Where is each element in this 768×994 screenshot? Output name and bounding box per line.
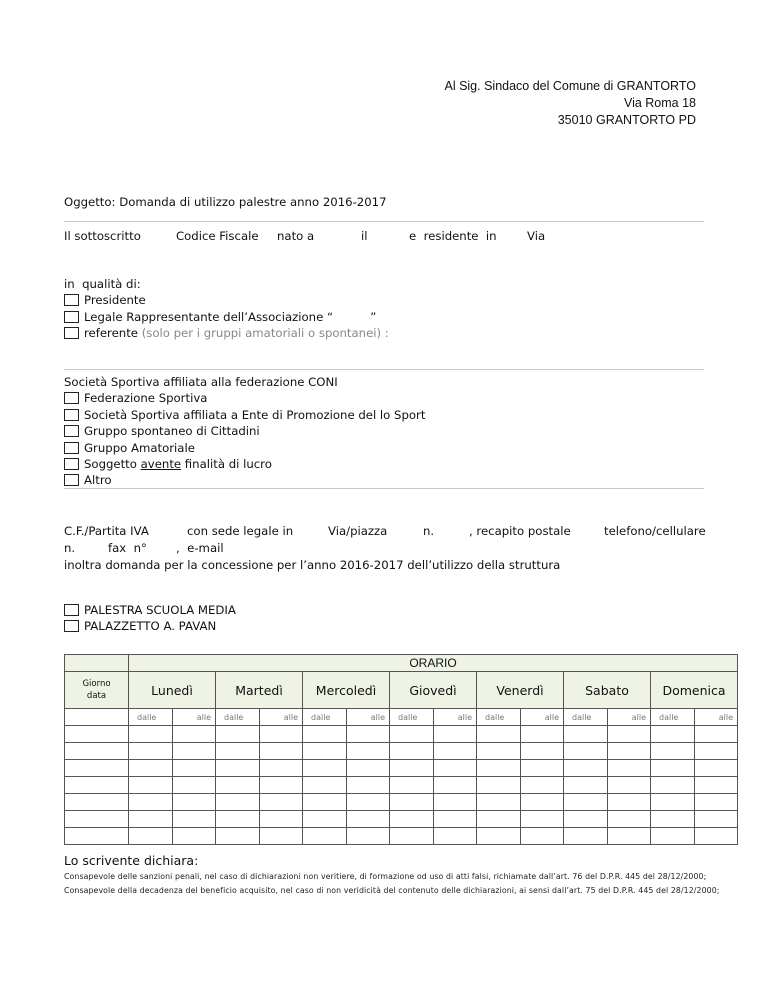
recipient-line-2: Via Roma 18 <box>623 96 696 110</box>
dalle-label: dalle <box>390 709 434 726</box>
dalle-label: dalle <box>129 709 173 726</box>
societa-option-altro[interactable] <box>64 472 425 488</box>
alle-label: alle <box>608 709 651 726</box>
recipient-line-3: 35010 GRANTORTO PD <box>557 113 696 127</box>
table-row[interactable] <box>65 828 738 845</box>
qualita-heading: in qualità di: <box>64 277 141 291</box>
checkbox[interactable] <box>64 311 79 323</box>
alle-label: alle <box>173 709 216 726</box>
alle-label: alle <box>347 709 390 726</box>
oggetto: Oggetto: Domanda di utilizzo palestre anno 2016-2017 <box>64 195 387 209</box>
option-label: PALAZZETTO A. PAVAN <box>84 619 217 634</box>
day-header: Mercoledì <box>303 672 390 709</box>
field-codice-fiscale: Codice Fiscale <box>176 229 259 243</box>
qualita-option-referente[interactable] <box>64 325 389 341</box>
qualita-option-legale[interactable] <box>64 309 389 325</box>
checkbox[interactable] <box>64 604 79 616</box>
checkbox[interactable] <box>64 327 79 339</box>
divider <box>64 369 704 370</box>
table-row[interactable] <box>65 794 738 811</box>
checkbox[interactable] <box>64 442 79 454</box>
struttura-option-palestra[interactable] <box>64 602 236 618</box>
dalle-label: dalle <box>477 709 521 726</box>
option-label: Presidente <box>84 293 146 308</box>
societa-option-gruppo-amatoriale[interactable] <box>64 440 425 456</box>
table-row[interactable] <box>65 777 738 794</box>
giorno-label: Giorno <box>82 679 111 689</box>
day-header: Venerdì <box>477 672 564 709</box>
societa-heading: Società Sportiva affiliata alla federazione CONI <box>64 375 338 389</box>
contact-inoltra: inoltra domanda per la concessione per l’anno 2016-2017 dell’utilizzo della struttura <box>64 558 561 572</box>
checkbox[interactable] <box>64 294 79 306</box>
struttura-option-palazzetto[interactable] <box>64 618 236 634</box>
table-subheader-row <box>65 709 738 726</box>
checkbox[interactable] <box>64 392 79 404</box>
dalle-label: dalle <box>303 709 347 726</box>
option-note: (solo per i gruppi amatoriali o spontanei) : <box>141 326 389 341</box>
option-label-part: Soggetto <box>84 456 141 471</box>
option-label-part: finalità di lucro <box>181 456 272 471</box>
field-nato-a: nato a <box>277 229 315 243</box>
option-label: referente <box>84 326 138 341</box>
societa-section <box>64 374 425 489</box>
contact-n2: n. <box>64 541 76 555</box>
table-days-row <box>65 672 738 709</box>
societa-option-lucro[interactable] <box>64 456 425 472</box>
divider <box>64 221 704 222</box>
option-label-underlined: avente <box>140 456 182 471</box>
table-row[interactable] <box>65 760 738 777</box>
qualita-section <box>64 276 389 342</box>
alle-label: alle <box>434 709 477 726</box>
day-header: Sabato <box>564 672 651 709</box>
field-via: Via <box>527 229 546 243</box>
table-row[interactable] <box>65 726 738 743</box>
dalle-label: dalle <box>564 709 608 726</box>
field-residente: e residente in <box>409 229 497 243</box>
strutture-section <box>64 602 236 635</box>
option-label: Legale Rappresentante dell’Associazione “ ” <box>84 309 377 324</box>
dichiara-line-1: Consapevole delle sanzioni penali, nel caso di dichiarazioni non veritiere, di formazione od uso di atti falsi, richiamate dall’art. 76 del D.P.R. 445 del 28/12/2000; <box>64 872 707 881</box>
recipient-line-1: Al Sig. Sindaco del Comune di GRANTORTO <box>444 79 696 93</box>
recipient-address <box>444 78 696 129</box>
contact-fax: fax n° <box>108 541 147 555</box>
option-label: Altro <box>84 473 112 488</box>
qualita-option-presidente[interactable] <box>64 292 389 308</box>
checkbox[interactable] <box>64 474 79 486</box>
dalle-label: dalle <box>651 709 695 726</box>
dichiara-line-2: Consapevole della decadenza del beneficio acquisito, nel caso di non veridicità del contenuto delle dichiarazioni, ai sensi dall’art. 75 del D.P.R. 445 del 28/12/2000; <box>64 886 720 895</box>
societa-option-ente[interactable] <box>64 407 425 423</box>
giorno-data-header <box>65 672 129 709</box>
day-header: Lunedì <box>129 672 216 709</box>
option-label: Società Sportiva affiliata a Ente di Promozione del lo Sport <box>84 407 426 422</box>
dichiara-heading: Lo scrivente dichiara: <box>64 853 199 868</box>
contact-telefono: telefono/cellulare <box>604 524 706 538</box>
checkbox[interactable] <box>64 409 79 421</box>
field-il: il <box>361 229 368 243</box>
contact-recapito: , recapito postale <box>469 524 571 538</box>
field-sottoscritto: Il sottoscritto <box>64 229 141 243</box>
divider <box>64 488 704 489</box>
societa-option-gruppo-spontaneo[interactable] <box>64 423 425 439</box>
table-row[interactable] <box>65 811 738 828</box>
table-row[interactable] <box>65 743 738 760</box>
societa-option-federazione[interactable] <box>64 390 425 406</box>
day-header: Martedì <box>216 672 303 709</box>
day-header: Domenica <box>651 672 738 709</box>
option-label: Gruppo Amatoriale <box>84 440 195 455</box>
contact-sede: con sede legale in <box>187 524 294 538</box>
option-label: Gruppo spontaneo di Cittadini <box>84 424 260 439</box>
orario-table <box>64 654 738 845</box>
checkbox[interactable] <box>64 620 79 632</box>
contact-email: , e-mail <box>176 541 224 555</box>
orario-title: ORARIO <box>129 655 738 672</box>
option-label: PALESTRA SCUOLA MEDIA <box>84 603 236 617</box>
contact-via: Via/piazza <box>328 524 388 538</box>
contact-n: n. <box>423 524 435 538</box>
table-title-row <box>65 655 738 672</box>
checkbox[interactable] <box>64 425 79 437</box>
option-label: Federazione Sportiva <box>84 391 208 406</box>
data-label: data <box>86 691 107 701</box>
checkbox[interactable] <box>64 458 79 470</box>
day-header: Giovedì <box>390 672 477 709</box>
dalle-label: dalle <box>216 709 260 726</box>
contact-cf: C.F./Partita IVA <box>64 524 149 538</box>
alle-label: alle <box>695 709 738 726</box>
alle-label: alle <box>521 709 564 726</box>
alle-label: alle <box>260 709 303 726</box>
